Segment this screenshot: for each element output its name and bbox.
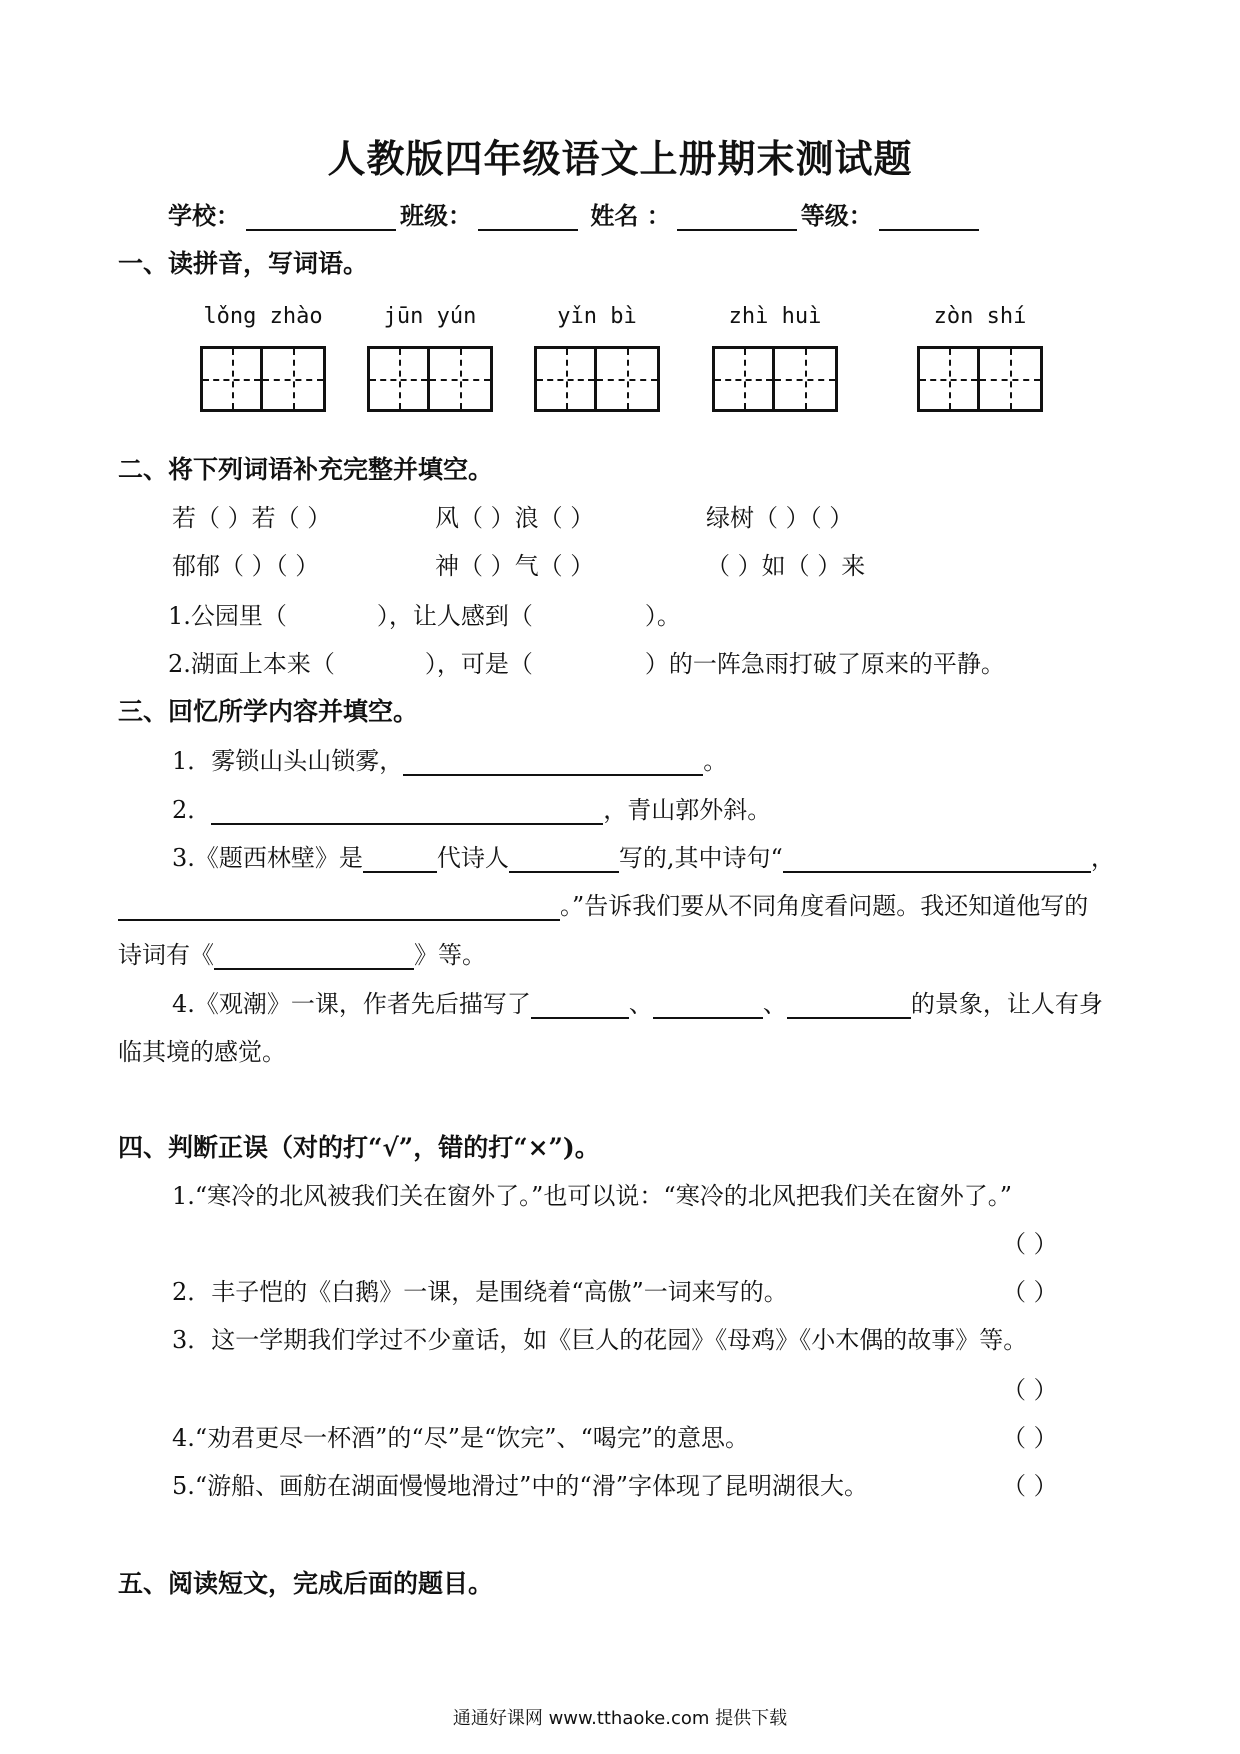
recall-question-4: 4.《观潮》一课，作者先后描写了 、 、 的景象，让人有身 xyxy=(172,990,1103,1018)
recall-question-4-cont: 临其境的感觉。 xyxy=(118,1038,286,1066)
tianzi-grid-5[interactable] xyxy=(917,346,1043,412)
school-label: 学校： xyxy=(168,201,240,230)
judge-item-5: 5.“游船、画舫在湖面慢慢地滑过”中的“滑”字体现了昆明湖很大。 xyxy=(172,1472,868,1500)
class-label: 班级： xyxy=(400,201,472,230)
pinyin-2: jūn yún xyxy=(383,304,477,329)
tianzi-grid-4[interactable] xyxy=(712,346,838,412)
footer-credit: 通通好课网 www.tthaoke.com 提供下载 xyxy=(452,1708,788,1729)
section-3-heading: 三、回忆所学内容并填空。 xyxy=(118,697,419,726)
idiom-3[interactable]: 绿树（ ）（ ） xyxy=(706,504,854,532)
tianzi-grid-3[interactable] xyxy=(534,346,660,412)
fill-question-1: 1.公园里（ ），让人感到（ ）。 xyxy=(168,602,681,630)
idiom-4[interactable]: 郁郁（ ）（ ） xyxy=(172,552,320,580)
grade-field[interactable] xyxy=(879,203,979,231)
fill-line[interactable] xyxy=(653,991,763,1019)
class-field[interactable] xyxy=(478,203,578,231)
idiom-1[interactable]: 若（ ）若（ ） xyxy=(172,504,332,532)
fill-question-2: 2.湖面上本来（ ），可是（ ）的一阵急雨打破了原来的平静。 xyxy=(168,650,1005,678)
answer-parens-2[interactable]: （ ） xyxy=(1002,1278,1058,1306)
fill-line[interactable] xyxy=(214,942,414,970)
section-1-heading: 一、读拼音，写词语。 xyxy=(118,249,369,278)
judge-item-1: 1.“寒冷的北风被我们关在窗外了。”也可以说：“寒冷的北风把我们关在窗外了。” xyxy=(172,1182,1012,1210)
fill-line[interactable] xyxy=(118,893,560,921)
fill-line[interactable] xyxy=(509,845,619,873)
section-2-heading: 二、将下列词语补充完整并填空。 xyxy=(118,455,494,484)
grade-label: 等级： xyxy=(800,201,873,230)
answer-parens-3[interactable]: （ ） xyxy=(1002,1376,1058,1404)
answer-parens-4[interactable]: （ ） xyxy=(1002,1424,1058,1452)
pinyin-1: lǒng zhào xyxy=(203,304,323,329)
idiom-6[interactable]: （ ）如（ ）来 xyxy=(706,552,866,580)
fill-line[interactable] xyxy=(783,845,1091,873)
judge-item-4: 4.“劝君更尽一杯酒”的“尽”是“饮完”、“喝完”的意思。 xyxy=(172,1424,750,1452)
judge-item-3: 3．这一学期我们学过不少童话，如《巨人的花园》《母鸡》《小木偶的故事》等。 xyxy=(172,1326,1028,1354)
pinyin-5: zòn shí xyxy=(933,304,1027,329)
fill-line[interactable] xyxy=(363,845,437,873)
recall-question-3-end: 诗词有《 》等。 xyxy=(118,941,486,969)
tianzi-grid-1[interactable] xyxy=(200,346,326,412)
answer-parens-1[interactable]: （ ） xyxy=(1002,1230,1058,1258)
student-info-line xyxy=(168,196,983,231)
school-field[interactable] xyxy=(246,203,396,231)
recall-question-2: 2． ，青山郭外斜。 xyxy=(172,796,772,824)
idiom-5[interactable]: 神（ ）气（ ） xyxy=(435,552,595,580)
judge-item-2: 2．丰子恺的《白鹅》一课，是围绕着“高傲”一词来写的。 xyxy=(172,1278,788,1306)
recall-question-3: 3.《题西林壁》是 代诗人 写的,其中诗句“ ， xyxy=(172,844,1115,872)
section-5-heading: 五、阅读短文，完成后面的题目。 xyxy=(118,1569,494,1598)
answer-parens-5[interactable]: （ ） xyxy=(1002,1472,1058,1500)
fill-line[interactable] xyxy=(211,797,603,825)
recall-question-3-cont: 。”告诉我们要从不同角度看问题。我还知道他写的 xyxy=(118,886,1088,921)
pinyin-3: yǐn bì xyxy=(557,304,637,329)
name-label: 姓名 ： xyxy=(590,201,671,230)
recall-question-1: 1．雾锁山头山锁雾， 。 xyxy=(172,747,728,775)
section-4-heading: 四、判断正误（对的打“√”，错的打“×”)。 xyxy=(118,1133,600,1162)
page-title: 人教版四年级语文上册期末测试题 xyxy=(327,136,913,181)
fill-line[interactable] xyxy=(403,748,703,776)
name-field[interactable] xyxy=(677,203,797,231)
tianzi-grid-2[interactable] xyxy=(367,346,493,412)
fill-line[interactable] xyxy=(531,991,629,1019)
idiom-2[interactable]: 风（ ）浪（ ） xyxy=(435,504,595,532)
fill-line[interactable] xyxy=(787,991,911,1019)
pinyin-4: zhì huì xyxy=(728,304,822,329)
